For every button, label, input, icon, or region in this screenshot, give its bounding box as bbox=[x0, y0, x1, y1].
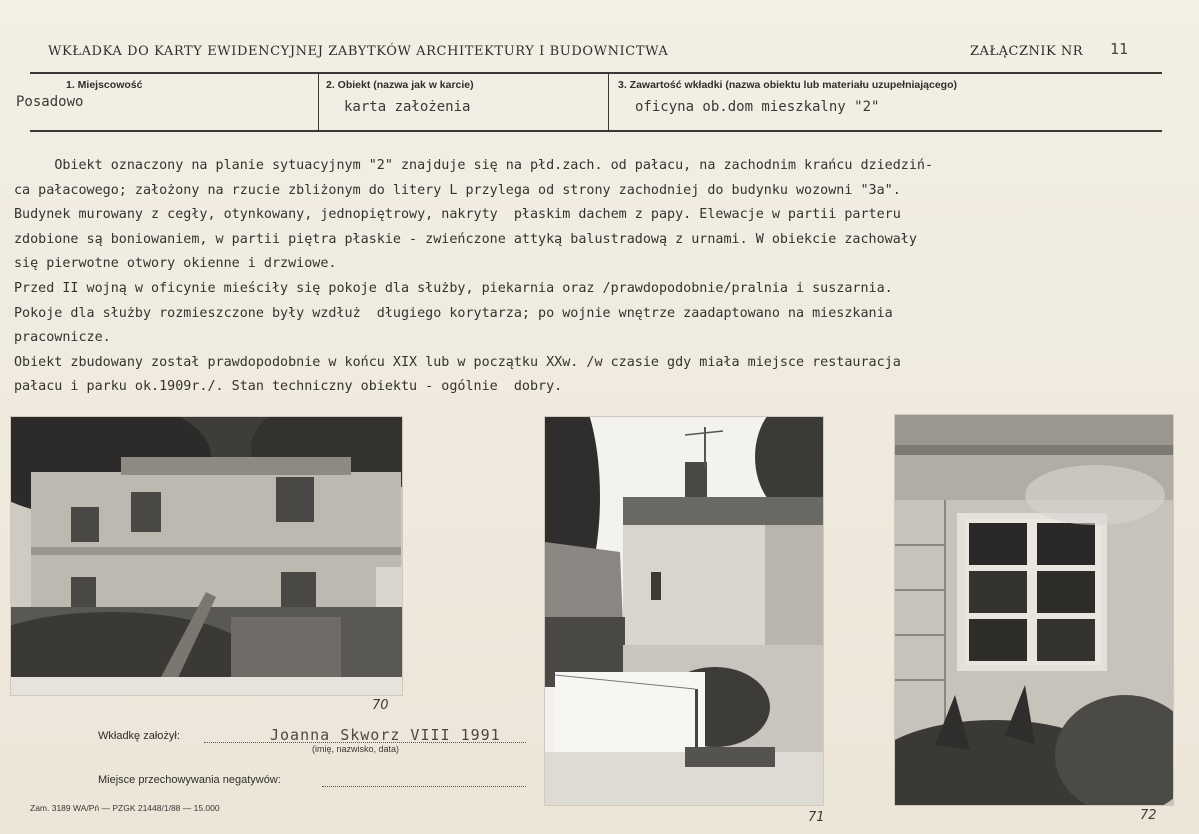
object-label: 2. Obiekt (nazwa jak w karcie) bbox=[326, 79, 474, 91]
print-footer: Zam. 3189 WA/Pń — PZGK 21448/1/88 — 15.000 bbox=[30, 803, 220, 813]
photo-window-detail bbox=[894, 414, 1174, 806]
description-line: zdobione są boniowaniem, w partii piętra płaskie - zwieńczone attyką balustradową z urnami. W obiekcie zachowały bbox=[14, 231, 917, 247]
description-line: Obiekt oznaczony na planie sytuacyjnym "2" znajduje się na płd.zach. od pałacu, na zachodnim krańcu dziedziń- bbox=[14, 158, 934, 173]
annex-label: ZAŁĄCZNIK NR bbox=[970, 44, 1084, 59]
description-line: Obiekt zbudowany został prawdopodobnie w końcu XIX lub w początku XXw. /w czasie gdy miała miejsce restauracja bbox=[14, 354, 901, 370]
contents-value: oficyna ob.dom mieszkalny "2" bbox=[635, 99, 880, 115]
field-divider-2 bbox=[608, 74, 609, 130]
author-hint: (imię, nazwisko, data) bbox=[312, 744, 400, 754]
locality-value: Posadowo bbox=[16, 94, 84, 110]
header-rule-bottom bbox=[30, 130, 1162, 132]
negatives-label: Miejsce przechowywania negatywów: bbox=[98, 774, 281, 786]
description-line: pałacu i parku ok.1909r./. Stan techniczny obiektu - ogólnie dobry. bbox=[14, 379, 563, 395]
annex-number: 11 bbox=[1110, 40, 1129, 58]
description-line: Przed II wojną w oficynie mieściły się pokoje dla służby, piekarnia oraz /prawdopodobnie/pralnia i suszarnia. bbox=[14, 280, 893, 296]
author-signature: Joanna Skworz VIII 1991 bbox=[270, 726, 501, 744]
photo-building-side bbox=[544, 416, 824, 806]
author-label: Wkładkę założył: bbox=[98, 730, 180, 742]
photo-number: 71 bbox=[808, 810, 825, 825]
photo-building-front bbox=[10, 416, 403, 696]
field-divider-1 bbox=[318, 74, 319, 130]
header-rule-top bbox=[30, 72, 1162, 74]
object-value: karta założenia bbox=[344, 99, 471, 115]
contents-label: 3. Zawartość wkładki (nazwa obiektu lub materiału uzupełniającego) bbox=[618, 79, 957, 91]
photo-number: 72 bbox=[1140, 808, 1157, 823]
description-line: ca pałacowego; założony na rzucie zbliżonym do litery L przylega od strony zachodniej do budynku wozowni "3a". bbox=[14, 182, 901, 198]
description-line: Budynek murowany z cegły, otynkowany, jednopiętrowy, nakryty płaskim dachem z papy. Elewacje w partii parteru bbox=[14, 207, 901, 223]
form-title: WKŁADKA DO KARTY EWIDENCYJNEJ ZABYTKÓW ARCHITEKTURY I BUDOWNICTWA bbox=[48, 44, 669, 59]
description-text bbox=[14, 154, 1189, 400]
description-line: pracownicze. bbox=[14, 330, 111, 346]
description-line: się pierwotne otwory okienne i drzwiowe. bbox=[14, 256, 337, 272]
photo-number: 70 bbox=[372, 698, 389, 713]
locality-label: 1. Miejscowość bbox=[66, 79, 143, 91]
negatives-dotted-line bbox=[322, 786, 526, 787]
description-line: Pokoje dla służby rozmieszczone były wzdłuż długiego korytarza; po wojnie wnętrze zaadaptowano na mieszkania bbox=[14, 305, 893, 321]
